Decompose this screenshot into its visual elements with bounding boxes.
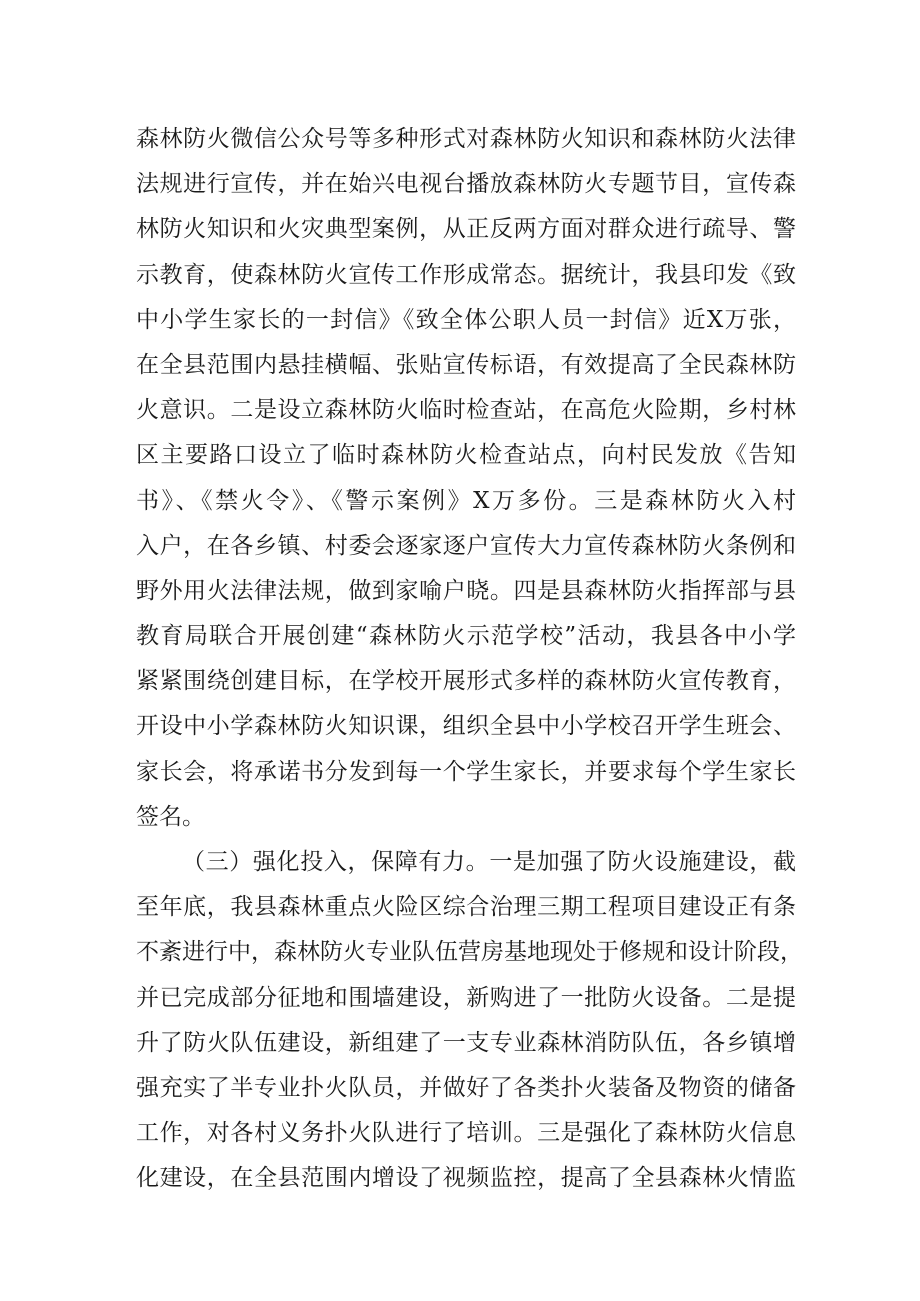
text-line: 不紊进行中，森林防火专业队伍营房基地现处于修规和设计阶段， bbox=[136, 939, 803, 966]
text-line: 并已完成部分征地和围墙建设，新购进了一批防火设备。二是提 bbox=[136, 984, 796, 1011]
text-line: 示教育，使森林防火宣传工作形成常态。据统计，我县印发《致 bbox=[136, 261, 796, 288]
text-line: 家长会，将承诺书分发到每一个学生家长，并要求每个学生家长 bbox=[136, 758, 796, 785]
text-line: 野外用火法律法规，做到家喻户晓。四是县森林防火指挥部与县 bbox=[136, 577, 796, 604]
text-line: 森林防火微信公众号等多种形式对森林防火知识和森林防火法律 bbox=[136, 126, 796, 152]
text-line: 区主要路口设立了临时森林防火检查站点，向村民发放《告知 bbox=[136, 442, 796, 469]
paragraph-2 bbox=[136, 840, 803, 1202]
text-line: 火意识。二是设立森林防火临时检查站，在高危火险期，乡村林 bbox=[136, 397, 796, 424]
text-line: 法规进行宣传，并在始兴电视台播放森林防火专题节目，宣传森 bbox=[136, 171, 796, 198]
text-line: 强充实了半专业扑火队员，并做好了各类扑火装备及物资的储备 bbox=[136, 1074, 796, 1101]
text-line: 入户，在各乡镇、村委会逐家逐户宣传大力宣传森林防火条例和 bbox=[136, 532, 796, 559]
paragraph-1 bbox=[136, 117, 796, 840]
text-line: 升了防火队伍建设，新组建了一支专业森林消防队伍，各乡镇增 bbox=[136, 1029, 796, 1056]
text-line: 在全县范围内悬挂横幅、张贴宣传标语，有效提高了全民森林防 bbox=[136, 351, 796, 378]
text-line: 签名。 bbox=[136, 803, 205, 830]
document-body bbox=[136, 117, 803, 1202]
text-line: 教育局联合开展创建“森林防火示范学校”活动，我县各中小学 bbox=[136, 623, 796, 650]
text-line: 中小学生家长的一封信》《致全体公职人员一封信》近X万张， bbox=[136, 306, 796, 333]
text-line: 化建设，在全县范围内增设了视频监控，提高了全县森林火情监 bbox=[136, 1165, 796, 1192]
text-line: 书》、《禁火令》、《警示案例》X万多份。三是森林防火入村 bbox=[136, 487, 796, 514]
text-line: 工作，对各村义务扑火队进行了培训。三是强化了森林防火信息 bbox=[136, 1120, 796, 1147]
text-line: （三）强化投入，保障有力。一是加强了防火设施建设，截 bbox=[182, 849, 796, 875]
text-line: 开设中小学森林防火知识课，组织全县中小学校召开学生班会、 bbox=[136, 713, 796, 740]
text-line: 紧紧围绕创建目标，在学校开展形式多样的森林防火宣传教育， bbox=[136, 668, 796, 695]
text-line: 至年底，我县森林重点火险区综合治理三期工程项目建设正有条 bbox=[136, 894, 796, 921]
text-line: 林防火知识和火灾典型案例，从正反两方面对群众进行疏导、警 bbox=[136, 216, 796, 243]
